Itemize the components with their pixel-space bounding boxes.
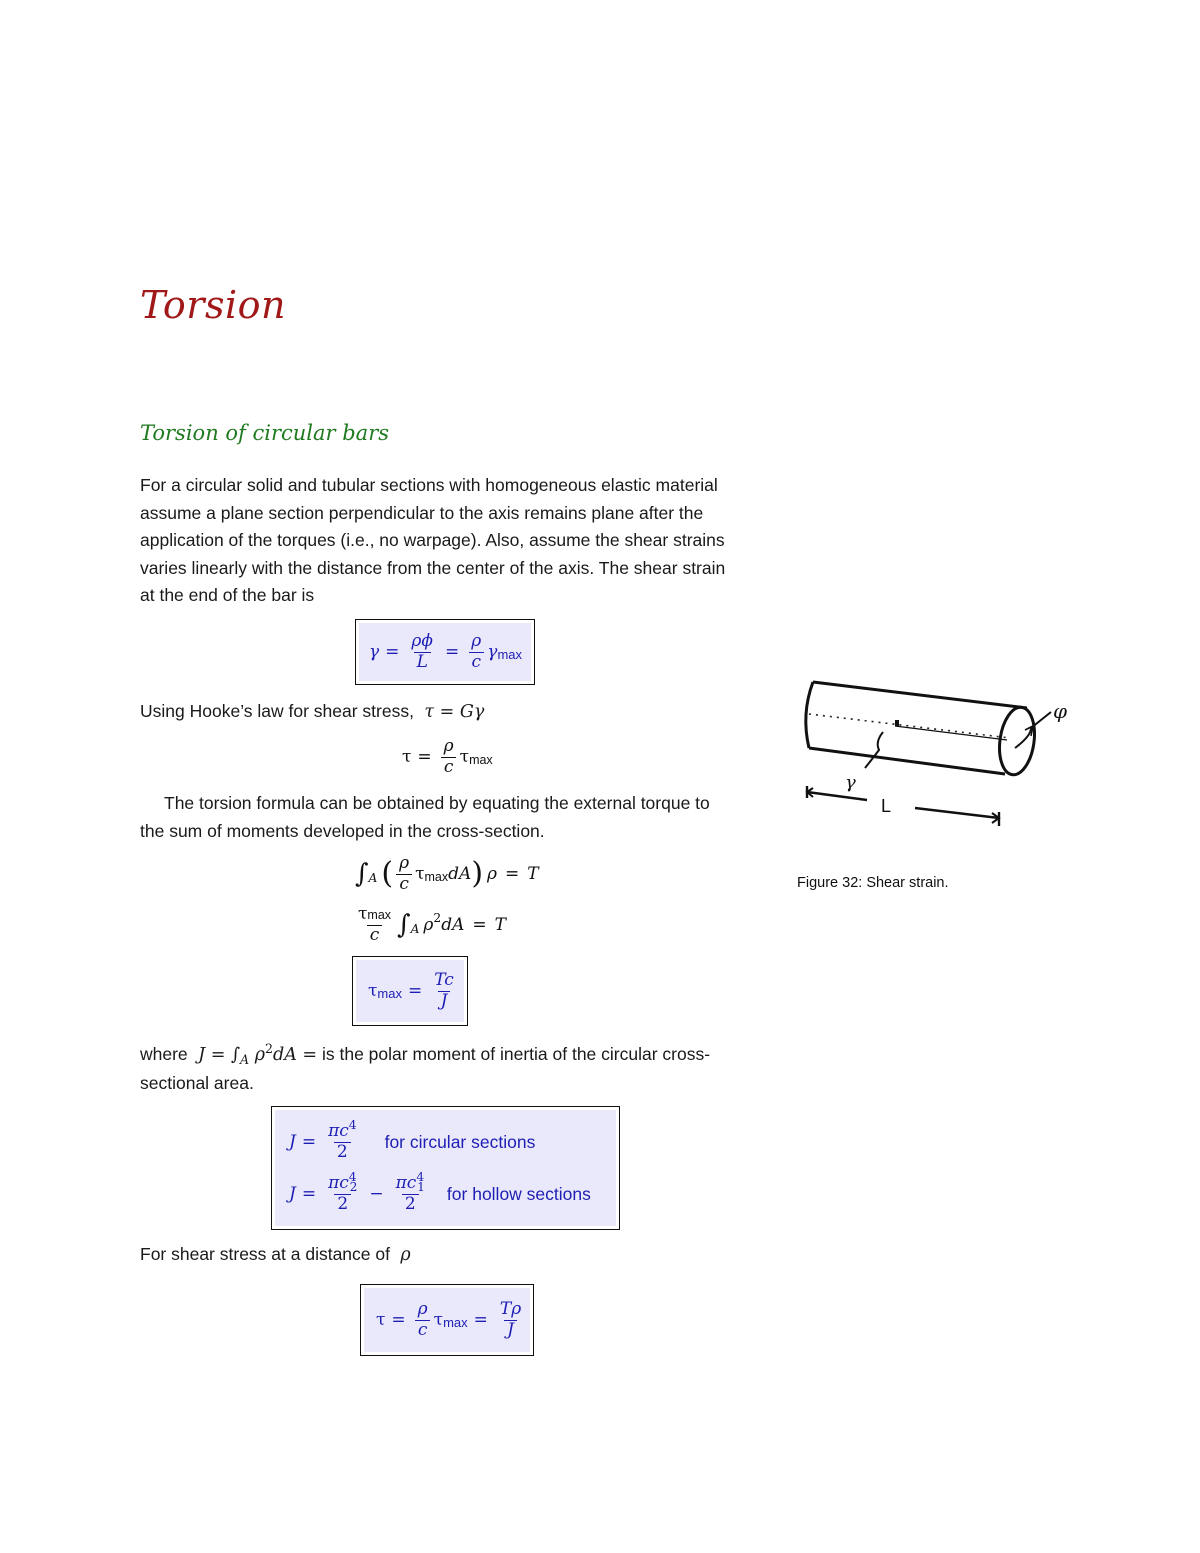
figure-caption: Figure 32: Shear strain.: [797, 875, 949, 891]
shear-mark: [895, 720, 899, 726]
max-shear-equation: τ max = $\frac{Tc}{J}$: [356, 960, 464, 1022]
circular-section-equation: J = $\frac{\pi c^4}{2}$ for circular sections: [289, 1118, 536, 1162]
circular-section-label: for circular sections: [384, 1131, 536, 1152]
moment-integral-equation: ∫ A ( $\frac{\rho}{c}$ τ max dA ) ρ = T: [355, 853, 539, 894]
gamma-label: γ: [845, 772, 856, 793]
gamma-leader: [865, 732, 883, 768]
rho-symbol: ρ: [394, 1245, 411, 1265]
shaft-right-end: [995, 705, 1038, 777]
shear-strain-equation: γ = $\frac{\rho\phi}{L}$ = $\frac{\rho}{c}$ γ max: [359, 623, 531, 681]
section-title: Torsion of circular bars: [140, 421, 390, 445]
hooke-formula: τ = Gγ: [418, 702, 485, 722]
shaft-left-end: [806, 682, 813, 748]
hollow-section-label: for hollow sections: [446, 1183, 591, 1204]
moment-integral-equation-2: $\frac{\tau\max}{c}$ ∫ A ρ 2 dA = T: [358, 904, 506, 945]
polar-moment-formula: $J = \int_A$ $\rho^2dA$ =: [192, 1041, 318, 1068]
where-text: where: [140, 1044, 188, 1064]
shear-distance-paragraph: [140, 1241, 740, 1270]
max-shear-equation-box: [352, 956, 468, 1026]
page-title: Torsion: [140, 283, 286, 327]
shaft-outline: [809, 682, 1027, 774]
phi-label: φ: [1053, 699, 1068, 723]
shaft-axis: [809, 714, 1010, 738]
torsion-formula-paragraph: The torsion formula can be obtained by equating the external torque to the sum of moments developed in the cross-section.: [140, 793, 710, 841]
shear-strain-line: [895, 726, 1007, 740]
intro-paragraph: For a circular solid and tubular sections with homogeneous elastic material assume a plane section perpendicular to the axis remains plane after the application of the torques (i.e., no warpage). Also, assume the shear strains varies linearly with the distance from the center of the axis. The shear strain at the end of the bar is: [140, 475, 726, 605]
length-arrow-left: [807, 792, 867, 800]
shaft-figure: [795, 670, 1085, 835]
length-label: L: [881, 796, 892, 816]
length-arrow-right: [915, 808, 999, 818]
polar-moment-box: [271, 1106, 620, 1230]
tau-equation: τ = $\frac{\rho}{c}$ τ max: [402, 736, 493, 777]
shear-stress-equation: τ = $\frac{\rho}{c}$ τ max = $\frac{T\rho}{J}$: [364, 1288, 530, 1352]
hooke-line: [140, 698, 740, 727]
polar-moment-paragraph: [140, 1041, 750, 1097]
shear-strain-equation-box: [355, 619, 535, 685]
where-text-2: is the polar moment of inertia of the circular cross-sectional area.: [140, 1044, 711, 1093]
shear-stress-equation-box: [360, 1284, 534, 1356]
hollow-section-equation: J = $\frac{\pi c^42}{2}$ − $\frac{\pi c^41}{2}$ for hollow sections: [289, 1170, 591, 1214]
shear-distance-text: For shear stress at a distance of: [140, 1244, 390, 1264]
polar-moment-equations: [275, 1110, 616, 1226]
hooke-text: Using Hooke’s law for shear stress,: [140, 701, 414, 721]
